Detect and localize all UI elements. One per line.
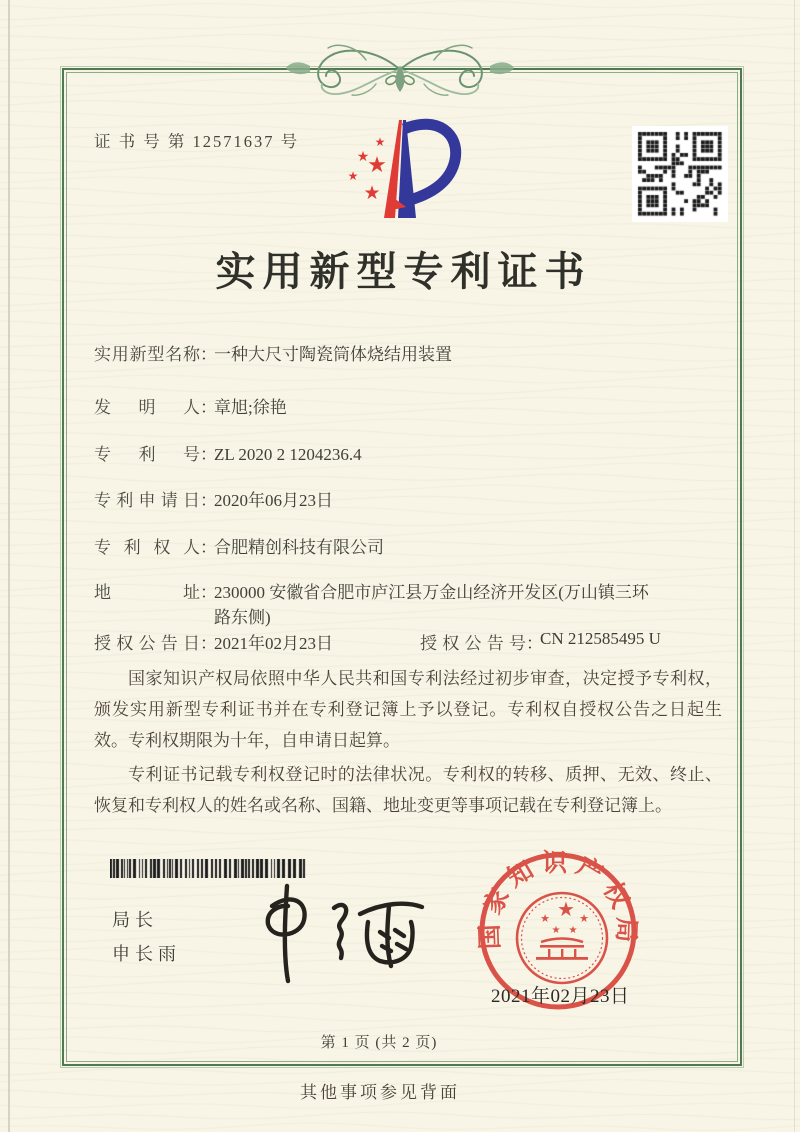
emblem-star-icon: ★ [568, 925, 578, 936]
grant-number-pair [420, 629, 661, 654]
back-side-note: 其他事项参见背面 [300, 1083, 460, 1102]
logo-star-icon: ★ [356, 149, 370, 165]
commissioner-signature [222, 876, 432, 986]
field-label: 授权公告号 [420, 634, 526, 653]
logo-star-icon: ★ [374, 135, 386, 149]
seal-text: 国家知识产权局 [476, 849, 640, 950]
document-title: 实用新型专利证书 [215, 249, 592, 294]
colon: ： [200, 445, 217, 464]
field-label: 地址 [94, 583, 200, 602]
field-value: CN 212585495 U [540, 629, 661, 648]
field-value: 一种大尺寸陶瓷筒体烧结用装置 [214, 345, 452, 364]
seal-date: 2021年02月23日 [491, 986, 630, 1007]
field-value: 2020年06月23日 [214, 491, 333, 510]
legal-paragraph: 专利证书记载专利权登记时的法律状况。专利权的转移、质押、无效、终止、恢复和专利权人的姓名或名称、国籍、地址变更等事项记载在专利登记簿上。 [94, 764, 722, 815]
legal-paragraph: 国家知识产权局依照中华人民共和国专利法经过初步审查，决定授予专利权，颁发实用新型专利证书并在专利登记簿上予以登记。专利权自授权公告之日起生效。专利权期限为十年，自申请日起算。 [94, 669, 722, 750]
qr-code [632, 126, 728, 222]
field-row-address [94, 581, 662, 630]
cnipa-logo [336, 114, 464, 226]
field-label: 专利号 [94, 445, 200, 464]
emblem-star-icon: ★ [551, 925, 561, 936]
field-label: 专利申请日 [94, 491, 200, 510]
emblem-star-icon: ★ [557, 897, 575, 921]
colon: ： [200, 583, 217, 602]
emblem-star-icon: ★ [540, 912, 550, 925]
field-value: 合肥精创科技有限公司 [214, 538, 384, 557]
emblem-star-icon: ★ [579, 912, 589, 925]
field-label: 发明人 [94, 398, 200, 417]
field-label: 授权公告日 [94, 634, 200, 653]
field-value: 章旭;徐艳 [214, 398, 287, 417]
field-row-name [94, 343, 452, 368]
top-scrollwork-ornament [280, 38, 520, 100]
colon: ： [200, 345, 217, 364]
field-row-inventor [94, 396, 287, 421]
signatory-title: 局长 [112, 910, 158, 930]
signatory-name: 申长雨 [112, 944, 181, 964]
legal-text-block [94, 664, 722, 825]
field-value: 230000 安徽省合肥市庐江县万金山经济开发区(万山镇三环路东侧) [214, 583, 649, 627]
scan-edge-right [794, 0, 795, 1132]
page-number: 第 1 页 (共 2 页) [320, 1035, 438, 1051]
certificate-number: 证 书 号 第 12571637 号 [94, 132, 300, 151]
field-label: 专利权人 [94, 538, 200, 557]
colon: ： [200, 491, 217, 510]
field-row-filing-date [94, 489, 333, 514]
field-row-patentee [94, 536, 384, 561]
logo-star-icon: ★ [367, 153, 387, 178]
colon: ： [200, 398, 217, 417]
colon: ： [526, 634, 543, 653]
colon: ： [200, 634, 217, 653]
scan-edge-left [8, 0, 10, 1132]
field-value: 2021年02月23日 [214, 634, 333, 653]
field-label: 实用新型名称 [94, 345, 200, 364]
field-row-patent-no [94, 443, 362, 468]
colon: ： [200, 538, 217, 557]
emblem-gate [536, 939, 588, 960]
field-value: ZL 2020 2 1204236.4 [214, 445, 362, 464]
logo-star-icon: ★ [347, 169, 359, 183]
grant-date-pair [94, 629, 333, 654]
national-emblem [517, 893, 607, 983]
logo-star-icon: ★ [363, 182, 381, 204]
